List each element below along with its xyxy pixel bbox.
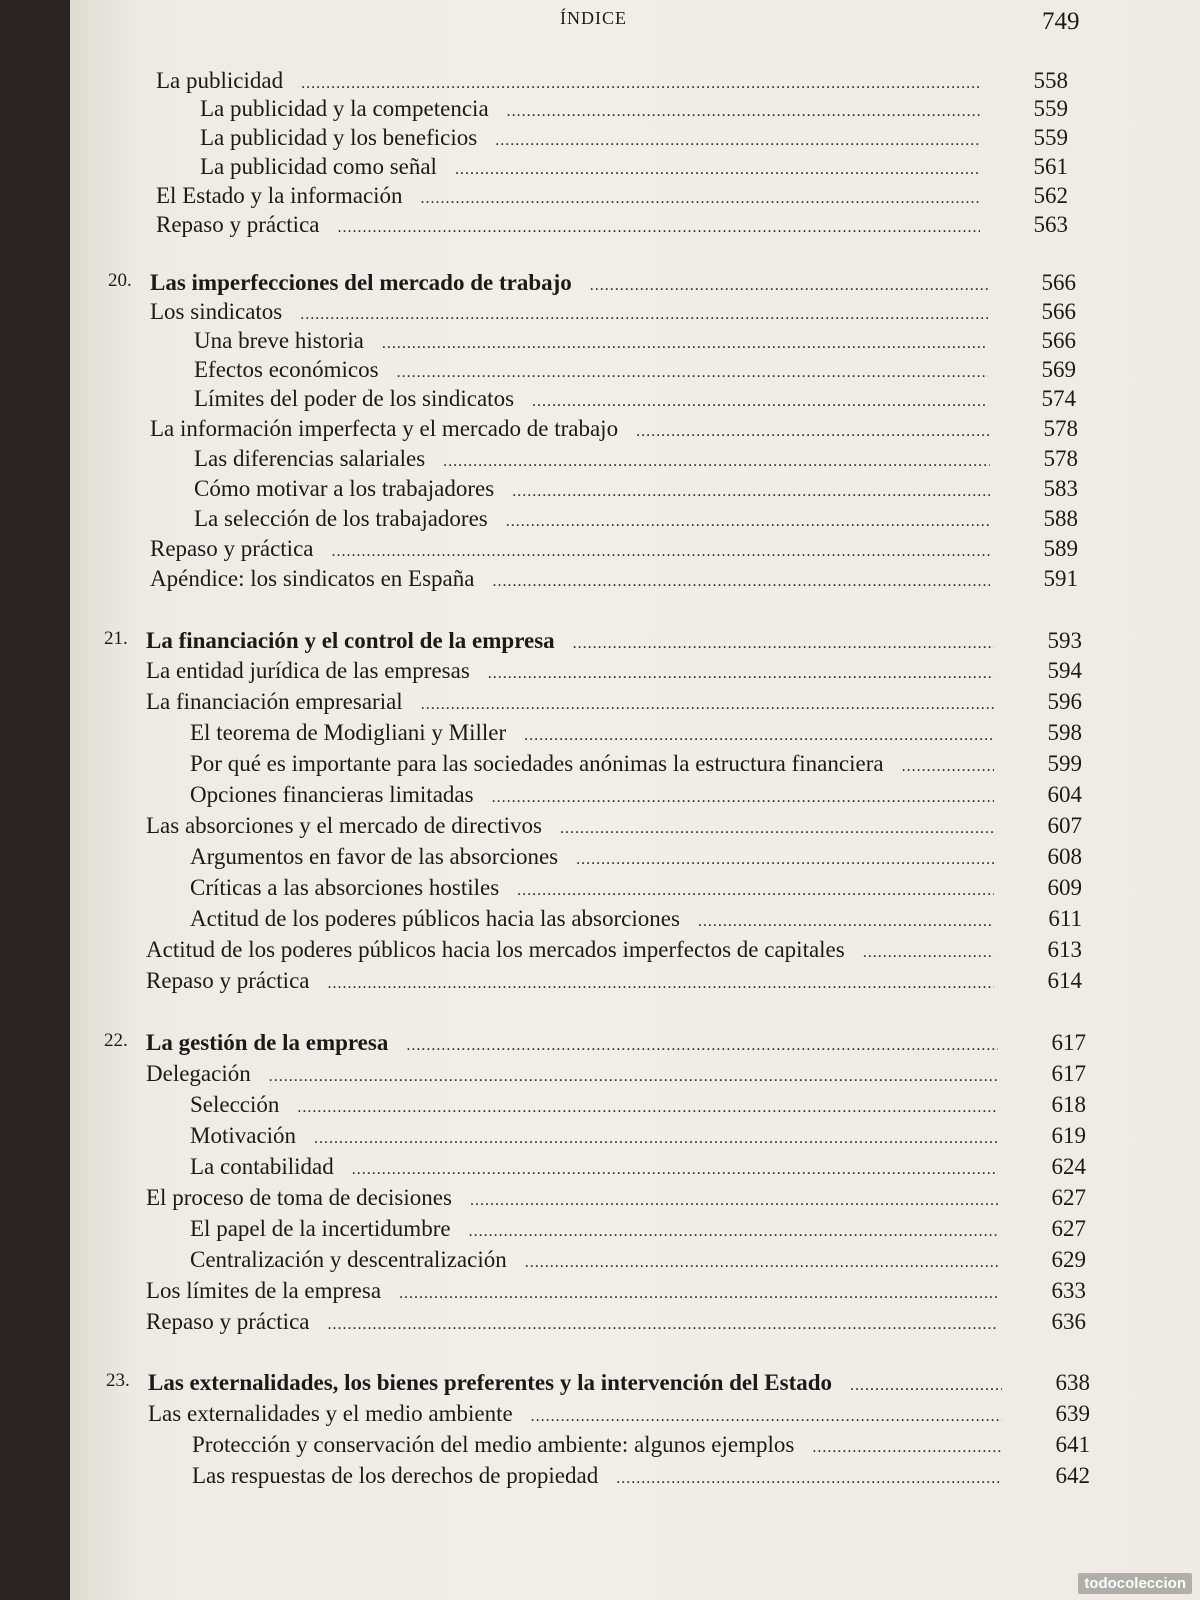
toc-entry-row <box>146 689 1082 719</box>
toc-entry-row <box>190 1216 1086 1246</box>
entry-page-number: 607 <box>1047 813 1082 838</box>
toc-entry-row <box>194 386 1076 416</box>
entry-page-number: 638 <box>1055 1370 1090 1395</box>
dot-leader <box>470 1192 998 1210</box>
toc-entry-row <box>146 1278 1086 1308</box>
chapter-number: 20. <box>108 270 132 291</box>
entry-title: La publicidad <box>156 68 284 93</box>
entry-title: El papel de la incertidumbre <box>190 1216 451 1241</box>
entry-page-number: 604 <box>1047 782 1082 807</box>
entry-page-number: 566 <box>1041 299 1076 324</box>
toc-entry-row <box>194 476 1078 506</box>
entry-page-number: 639 <box>1055 1401 1090 1426</box>
entry-title: Opciones financieras limitadas <box>190 782 474 807</box>
entry-page-number: 596 <box>1047 689 1082 714</box>
dot-leader <box>532 393 988 411</box>
toc-entry-row <box>146 658 1082 688</box>
dot-leader <box>382 335 988 353</box>
toc-entry-row <box>190 1154 1086 1184</box>
entry-page-number: 617 <box>1051 1030 1086 1055</box>
dot-leader <box>301 75 980 93</box>
entry-page-number: 609 <box>1047 875 1082 900</box>
dot-leader <box>327 975 994 993</box>
dot-leader <box>507 103 980 121</box>
dot-leader <box>524 727 994 745</box>
dot-leader <box>443 453 990 471</box>
book-page <box>70 0 1200 1600</box>
toc-entry-row <box>190 720 1082 750</box>
dot-leader <box>406 1037 998 1055</box>
dot-leader <box>421 696 994 714</box>
entry-page-number: 566 <box>1041 328 1076 353</box>
chapter-number: 23. <box>106 1370 130 1391</box>
toc-entry-row <box>190 1247 1086 1277</box>
dot-leader <box>517 882 994 900</box>
dot-leader <box>297 1099 998 1117</box>
dot-leader <box>269 1068 998 1086</box>
toc-entry-row <box>200 154 1068 184</box>
entry-page-number: 589 <box>1043 536 1078 561</box>
entry-title: Actitud de los poderes públicos hacia los mercados imperfectos de capitales <box>146 937 845 962</box>
entry-title: Repaso y práctica <box>150 536 314 561</box>
dot-leader <box>531 1408 1002 1426</box>
entry-page-number: 619 <box>1051 1123 1086 1148</box>
toc-entry-row <box>194 446 1078 476</box>
dot-leader <box>863 944 994 962</box>
entry-title: Repaso y práctica <box>146 1309 310 1334</box>
page-header <box>70 8 1200 48</box>
toc-entry-row <box>150 566 1078 596</box>
entry-page-number: 559 <box>1033 125 1068 150</box>
toc-entry-row <box>190 1123 1086 1153</box>
entry-page-number: 613 <box>1047 937 1082 962</box>
toc-entry-row <box>190 1092 1086 1122</box>
entry-page-number: 617 <box>1051 1061 1086 1086</box>
entry-title: Delegación <box>146 1061 251 1086</box>
entry-title: El teorema de Modigliani y Miller <box>190 720 507 745</box>
entry-page-number: 599 <box>1047 751 1082 776</box>
toc-entry-row <box>194 328 1076 358</box>
dot-leader <box>397 364 988 382</box>
chapter-title: Las externalidades, los bienes preferentes y la intervención del Estado <box>148 1370 833 1395</box>
entry-title: Límites del poder de los sindicatos <box>194 386 515 411</box>
dot-leader <box>495 132 980 150</box>
entry-page-number: 636 <box>1051 1309 1086 1334</box>
entry-title: Las diferencias salariales <box>194 446 426 471</box>
entry-page-number: 591 <box>1043 566 1078 591</box>
dot-leader <box>573 635 994 653</box>
entry-title: El Estado y la información <box>156 183 403 208</box>
entry-title: Selección <box>190 1092 280 1117</box>
entry-page-number: 562 <box>1033 183 1068 208</box>
dot-leader <box>636 423 990 441</box>
toc-chapter-row <box>104 628 1082 658</box>
entry-page-number: 593 <box>1047 628 1082 653</box>
toc-entry-row <box>150 416 1078 446</box>
entry-page-number: 627 <box>1051 1185 1086 1210</box>
entry-page-number: 642 <box>1055 1463 1090 1488</box>
dot-leader <box>492 573 990 591</box>
dot-leader <box>492 789 994 807</box>
chapter-title: La gestión de la empresa <box>146 1030 389 1055</box>
toc-entry-row <box>150 536 1078 566</box>
entry-title: Las respuestas de los derechos de propiedad <box>192 1463 599 1488</box>
toc-entry-row <box>194 506 1078 536</box>
dot-leader <box>469 1223 998 1241</box>
watermark: todocoleccion <box>1078 1573 1192 1594</box>
dot-leader <box>327 1316 998 1334</box>
entry-page-number: 641 <box>1055 1432 1090 1457</box>
entry-title: Por qué es importante para las sociedades anónimas la estructura financiera <box>190 751 884 776</box>
entry-title: Repaso y práctica <box>156 212 320 237</box>
entry-page-number: 611 <box>1048 906 1082 931</box>
entry-page-number: 578 <box>1043 416 1078 441</box>
toc-entry-row <box>200 125 1068 155</box>
entry-title: La entidad jurídica de las empresas <box>146 658 470 683</box>
toc-entry-row <box>150 299 1076 329</box>
toc-entry-row <box>146 1061 1086 1091</box>
page-number: 749 <box>1042 8 1080 35</box>
entry-title: Apéndice: los sindicatos en España <box>150 566 475 591</box>
entry-title: La selección de los trabajadores <box>194 506 488 531</box>
entry-title: La publicidad y la competencia <box>200 96 489 121</box>
toc-entry-row <box>146 937 1082 967</box>
entry-page-number: 574 <box>1041 386 1076 411</box>
toc-entry-row <box>190 782 1082 812</box>
entry-page-number: 614 <box>1047 968 1082 993</box>
entry-page-number: 558 <box>1033 68 1068 93</box>
running-title: ÍNDICE <box>560 8 627 28</box>
entry-title: Motivación <box>190 1123 297 1148</box>
entry-title: La contabilidad <box>190 1154 334 1179</box>
entry-title: Repaso y práctica <box>146 968 310 993</box>
entry-page-number: 561 <box>1033 154 1068 179</box>
entry-title: Centralización y descentralización <box>190 1247 507 1272</box>
entry-page-number: 563 <box>1033 212 1068 237</box>
chapter-title: La financiación y el control de la empresa <box>146 628 555 653</box>
toc-entry-row <box>200 96 1068 126</box>
toc-entry-row <box>146 968 1082 998</box>
dot-leader <box>902 758 994 776</box>
toc-entry-row <box>146 1309 1086 1339</box>
dot-leader <box>314 1130 998 1148</box>
entry-title: La financiación empresarial <box>146 689 403 714</box>
chapter-number: 22. <box>104 1030 128 1051</box>
toc-entry-row <box>192 1463 1090 1493</box>
entry-title: La publicidad y los beneficios <box>200 125 478 150</box>
toc-entry-row <box>146 1185 1086 1215</box>
entry-title: Cómo motivar a los trabajadores <box>194 476 495 501</box>
entry-page-number: 629 <box>1051 1247 1086 1272</box>
toc-entry-row <box>190 875 1082 905</box>
dot-leader <box>812 1439 1002 1457</box>
dot-leader <box>455 161 980 179</box>
chapter-title: Las imperfecciones del mercado de trabajo <box>150 270 572 295</box>
toc-entry-row <box>156 183 1068 213</box>
entry-page-number: 588 <box>1043 506 1078 531</box>
entry-title: Las externalidades y el medio ambiente <box>148 1401 513 1426</box>
entry-page-number: 608 <box>1047 844 1082 869</box>
entry-page-number: 624 <box>1051 1154 1086 1179</box>
toc-entry-row <box>194 357 1076 387</box>
dot-leader <box>850 1377 1002 1395</box>
dot-leader <box>506 513 990 531</box>
entry-page-number: 594 <box>1047 658 1082 683</box>
entry-title: Actitud de los poderes públicos hacia las absorciones <box>190 906 680 931</box>
dot-leader <box>331 543 990 561</box>
entry-title: Los sindicatos <box>150 299 283 324</box>
toc-entry-row <box>190 906 1082 936</box>
entry-page-number: 578 <box>1043 446 1078 471</box>
toc-chapter-row <box>106 1370 1090 1400</box>
toc-chapter-row <box>104 1030 1086 1060</box>
dot-leader <box>488 665 994 683</box>
entry-title: La publicidad como señal <box>200 154 437 179</box>
entry-page-number: 559 <box>1033 96 1068 121</box>
entry-title: Los límites de la empresa <box>146 1278 382 1303</box>
entry-title: Efectos económicos <box>194 357 379 382</box>
entry-page-number: 627 <box>1051 1216 1086 1241</box>
dot-leader <box>590 277 988 295</box>
entry-title: Críticas a las absorciones hostiles <box>190 875 500 900</box>
toc-entry-row <box>148 1401 1090 1431</box>
dot-leader <box>399 1285 998 1303</box>
entry-page-number: 598 <box>1047 720 1082 745</box>
toc-entry-row <box>190 751 1082 781</box>
toc-entry-row <box>156 68 1068 98</box>
dot-leader <box>576 851 994 869</box>
chapter-number: 21. <box>104 628 128 649</box>
entry-page-number: 583 <box>1043 476 1078 501</box>
dot-leader <box>300 306 988 324</box>
dot-leader <box>421 190 980 208</box>
entry-page-number: 566 <box>1041 270 1076 295</box>
dot-leader <box>512 483 990 501</box>
toc-entry-row <box>190 844 1082 874</box>
dot-leader <box>616 1470 1002 1488</box>
entry-title: El proceso de toma de decisiones <box>146 1185 452 1210</box>
entry-title: La información imperfecta y el mercado de trabajo <box>150 416 619 441</box>
entry-page-number: 618 <box>1051 1092 1086 1117</box>
toc-entry-row <box>146 813 1082 843</box>
dot-leader <box>560 820 994 838</box>
entry-page-number: 633 <box>1051 1278 1086 1303</box>
entry-page-number: 569 <box>1041 357 1076 382</box>
entry-title: Una breve historia <box>194 328 364 353</box>
toc-chapter-row <box>108 270 1076 300</box>
toc-entry-row <box>156 212 1068 242</box>
entry-title: Las absorciones y el mercado de directivos <box>146 813 542 838</box>
entry-title: Argumentos en favor de las absorciones <box>190 844 559 869</box>
dot-leader <box>698 913 994 931</box>
entry-title: Protección y conservación del medio ambiente: algunos ejemplos <box>192 1432 795 1457</box>
dot-leader <box>352 1161 998 1179</box>
dot-leader <box>525 1254 998 1272</box>
dot-leader <box>337 219 980 237</box>
toc-entry-row <box>192 1432 1090 1462</box>
